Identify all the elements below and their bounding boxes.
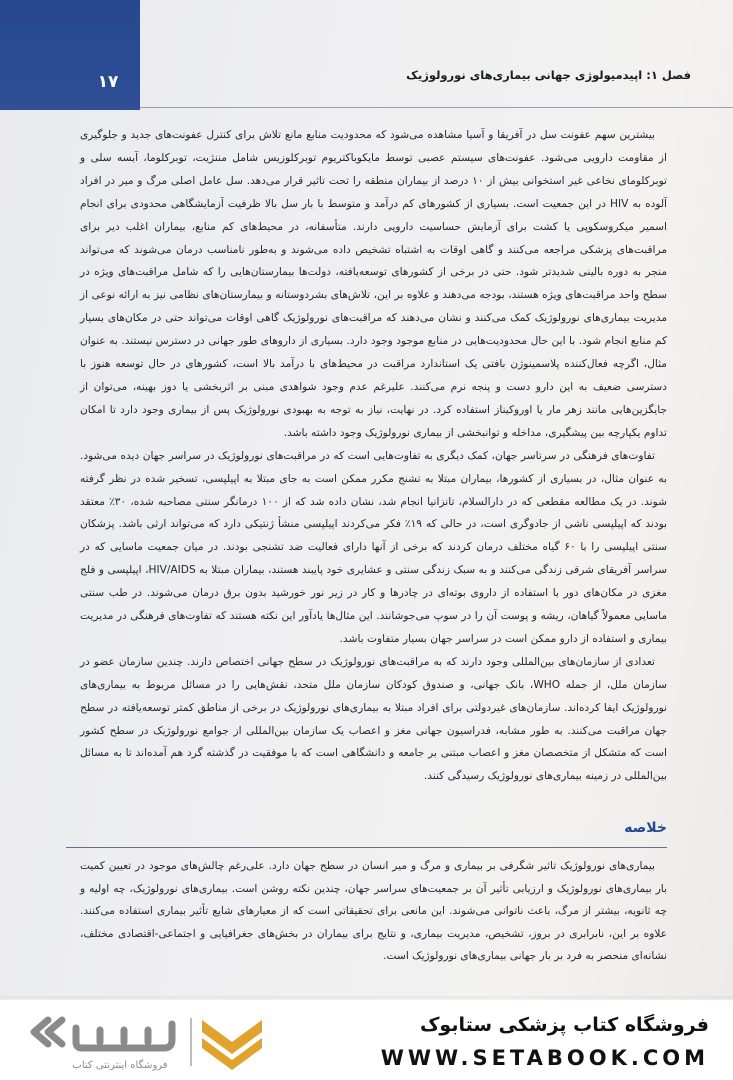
logo-wordmark-graphic bbox=[34, 1020, 172, 1048]
header-rule bbox=[140, 107, 733, 108]
logo-tagline: فروشگاه اینترنتی کتاب bbox=[72, 1060, 168, 1071]
store-name: فروشگاه کتاب پزشکی ستابوک bbox=[419, 1014, 709, 1036]
store-website: WWW.SETABOOK.COM bbox=[380, 1046, 709, 1070]
body-paragraph: تفاوت‌های فرهنگی در سرتاسر جهان، کمک دیگری به تفاوت‌هایی است که در مراقبت‌های نورولوژیک در سراسر جهان دیده می‌شود. به عنوان مثال، در بسیاری از کشورها، بیماران مبتلا به تشنج مکرر ممکن است به جای مبتلا به اپیلپسی، تسخیر شده در نظر گرفته شوند. در یک مطالعه مقطعی که در دارالسلام، تانزانیا انجام شد، نشان داده شد که از ۱۰۰ درمانگر سنتی مصاحبه شده، ۳۰٪ معتقد بودند که اپیلپسی ناشی از جادوگری است، در حالی که ۱۹٪ فکر می‌کردند اپیلپسی منشأ ژنتیکی دارد که می‌تواند ارثی باشد. پزشکان سنتی اپیلپسی را با ۶۰ گیاه مختلف درمان کردند که برخی از آنها دارای فعالیت ضد تشنجی بودند. در میان جمعیت ماسایی که در سراسر آفریقای شرقی زندگی می‌کنند و به سبک زندگی سنتی و عشایری خود پایبند هستند، بیماران مبتلا به HIV/AIDS، اپیلپسی و فلج مغزی در مکان‌های دور با استفاده از داروی بوته‌ای در چادرها و کار در زیر نور خورشید بدون برق درمان می‌شوند. در طب سنتی ماسایی معمولاً گیاهان، ریشه و پوست آن را در سوپ می‌جوشانند. این مثال‌ها یادآور این نکته هستند که تفاوت‌های فرهنگی در مدیریت بیماری و استفاده از دارو ممکن است در سراسر جهان بسیار متفاوت باشد. bbox=[80, 449, 667, 645]
body-paragraph: تعدادی از سازمان‌های بین‌المللی وجود دارند که به مراقبت‌های نورولوژیک در سطح جهانی اختصاص دارند. چندین سازمان عضو در سازمان ملل، از جمله WHO، بانک جهانی، و صندوق کودکان سازمان ملل متحد، نقش‌هایی را در مسائل مربوط به بیماری‌های نورولوژیک ایفا کرده‌اند. سازمان‌های غیردولتی برای افراد مبتلا به بیماری‌های نورولوژیک در برخی از مناطق کمتر توسعه‌یافته در سطح جهان مراقبت می‌کنند. به طور مشابه، فدراسیون جهانی مغز و اعصاب یک سازمان بین‌المللی از جوامع نورولوژیک در سطح کشور است که متشکل از متخصصان مغز و اعصاب مبتنی بر جامعه و دانشگاهی است که با موفقیت در گذشته گرد هم آمده‌اند تا به مسائل بین‌المللی در زمینه بیماری‌های نورولوژیک رسیدگی کنند. bbox=[80, 655, 667, 783]
section-rule bbox=[66, 847, 667, 848]
chapter-corner-tab bbox=[0, 0, 140, 110]
body-text bbox=[80, 124, 667, 788]
running-head: فصل ۱: اپیدمیولوژی جهانی بیماری‌های نورولوژیک bbox=[406, 68, 691, 82]
summary-text bbox=[80, 855, 667, 968]
section-heading-summary: خلاصه bbox=[624, 820, 667, 836]
body-paragraph: بیشترین سهم عفونت سل در آفریقا و آسیا مشاهده می‌شود که محدودیت منابع مانع تلاش برای کنترل عفونت‌های جدید و جلوگیری از مقاومت دارویی می‌شود. عفونت‌های سیستم عصبی توسط مایکوباکتریوم توبرکلوزیس شامل مننژیت، توبرکلوما، آبسه سلی و توبرکلومای نخاعی غیر استخوانی بیش از ۱۰ درصد از بیماران منطقه را تحت تاثیر قرار می‌دهد. سل عامل اصلی مرگ و میر در افراد آلوده به HIV در این جمعیت است. بسیاری از کشورهای کم درآمد و متوسط با بار سل بالا ظرفیت آزمایشگاهی محدودی برای انجام اسمیر میکروسکوپی یا کشت برای آزمایش حساسیت دارویی دارند. متأسفانه، در محیط‌های کم منابع، بیماران اغلب دیر برای مراقبت‌های پزشکی مراجعه می‌کنند و گاهی اوقات به اشتباه تشخیص داده می‌شوند و به‌طور نامناسب درمان می‌شوند که می‌تواند منجر به دوره بالینی شدیدتر شود. حتی در برخی از کشورهای توسعه‌یافته، دولت‌ها بیمارستان‌هایی را که شامل مراقبت‌های ویژه در سطح واحد مراقبت‌های ویژه هستند، بودجه می‌دهند و علاوه بر این، تلاش‌های بشردوستانه و بیمارستان‌های نظامی نیز به ارائه نوعی از مدیریت بیماری‌های نورولوژیک کمک می‌کنند و نشان می‌دهند که مراقبت‌های نورولوژیک گاهی اوقات می‌تواند حتی در مکان‌های بسیار کم منابع انجام شود. با این حال محدودیت‌هایی در منابع موجود وجود دارد. بسیاری از داروهای طور جهانی در دسترس نیستند. به عنوان مثال، اگرچه فعال‌کننده پلاسمینوژن بافتی یک استاندارد مراقبت در محیط‌های با درآمد بالا است، کشورهای در حال توسعه هنوز با دسترسی ضعیف به این دارو دست و پنجه نرم می‌کنند. علیرغم عدم وجود شواهدی مبنی بر اثربخشی یا دوز بهینه، می‌توان از جایگزین‌هایی مانند زهر مار یا اوروکیناز استفاده کرد. در نهایت، نیاز به توجه به بهبودی نورولوژیک پس از بیماری وجود دارد تا امکان تداوم یکپارچه بین پیشگیری، مداخله و توانبخشی از بیماری نورولوژیک وجود داشته باشد. bbox=[80, 129, 667, 439]
summary-paragraph: بیماری‌های نورولوژیک تاثیر شگرفی بر بیماری و مرگ و میر انسان در سطح جهان دارد. علی‌رغم چالش‌های موجود در تعیین کمیت بار بیماری‌های نورولوژیک و ارزیابی تأثیر آن بر جمعیت‌های سراسر جهان، چندین نکته روشن است. بیماری‌های نورولوژیک، چه اولیه و چه ثانویه، بیشتر از مرگ، باعث ناتوانی می‌شوند. این مانعی برای تحقیقاتی است که از معیارهای شایع تأثیر بیماری استفاده می‌کنند. علاوه بر این، نابرابری در بروز، تشخیص، مدیریت بیماری، و نتایج برای بیماران در بخش‌های جغرافیایی و اجتماعی-اقتصادی مختلف، نشانه‌ای منحصر به فرد بر بار جهانی بیماری‌های نورولوژیک است. bbox=[80, 860, 667, 963]
store-watermark-banner bbox=[0, 1000, 733, 1080]
setabook-logo bbox=[14, 1008, 314, 1074]
logo-chevron-icon bbox=[202, 1020, 262, 1070]
page-number: ۱۷ bbox=[97, 72, 119, 92]
setabook-logo-graphic bbox=[14, 1008, 314, 1074]
logo-divider bbox=[190, 1018, 192, 1066]
